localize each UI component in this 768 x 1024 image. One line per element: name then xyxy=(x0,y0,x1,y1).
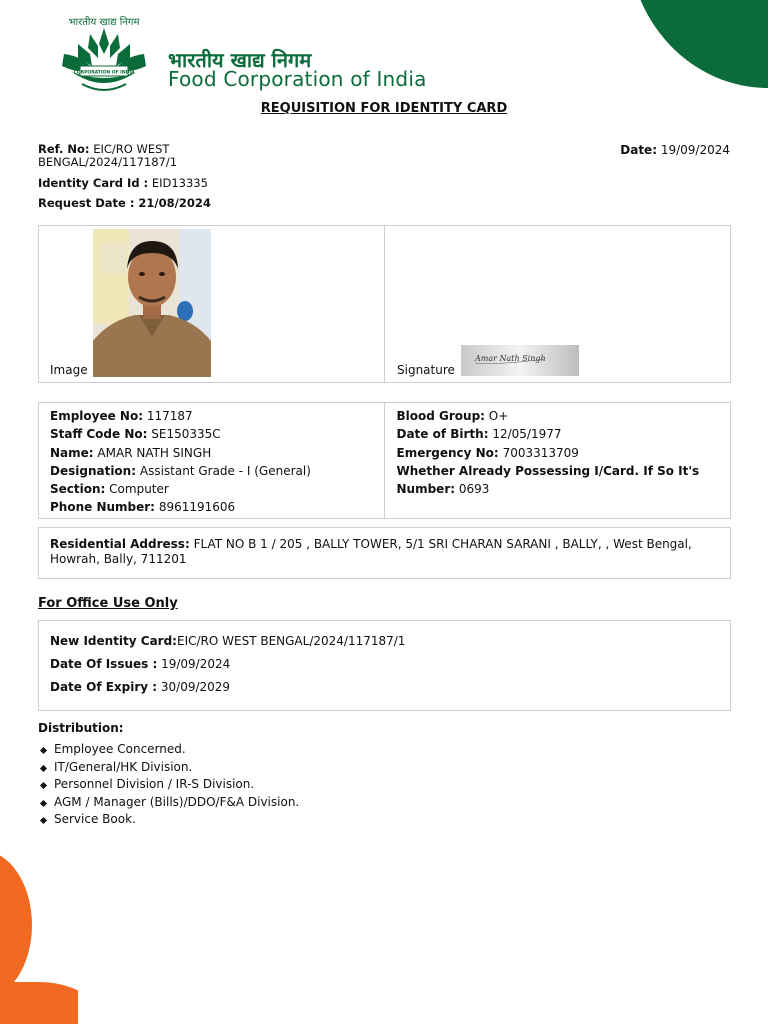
employee-details-box xyxy=(38,402,731,519)
list-item: IT/General/HK Division. xyxy=(38,759,299,777)
logo-ring-text: CORPORATION OF INDIA xyxy=(73,70,135,76)
designation-row: Designation: Assistant Grade - I (General) xyxy=(50,463,311,478)
list-item: AGM / Manager (Bills)/DDO/F&A Division. xyxy=(38,794,299,812)
card-id-value: EID13335 xyxy=(151,176,208,190)
address-value: FLAT NO B 1 / 205 , BALLY TOWER, 5/1 SRI CHARAN SARANI , BALLY, , West Bengal, Howrah, Bally, 711201 xyxy=(50,537,692,566)
dob-row: Date of Birth: 12/05/1977 xyxy=(396,427,562,442)
brand-name-hindi: भारतीय खाद्य निगम xyxy=(168,48,312,72)
phone-row: Phone Number: 8961191606 xyxy=(50,500,236,515)
signature-image xyxy=(461,345,579,376)
address-label: Residential Address: xyxy=(50,537,190,551)
document-date xyxy=(620,143,730,157)
existing-card-question: Whether Already Possessing I/Card. If So It's xyxy=(396,463,700,478)
new-identity-card-row: New Identity Card:EIC/RO WEST BENGAL/2024/117187/1 xyxy=(50,634,406,648)
staff-code-row: Staff Code No: SE150335C xyxy=(50,427,221,442)
date-of-expiry-row: Date Of Expiry : 30/09/2029 xyxy=(50,680,231,694)
office-use-box xyxy=(38,620,731,711)
name-row: Name: AMAR NATH SINGH xyxy=(50,445,212,460)
existing-card-number-row: Number: 0693 xyxy=(396,482,490,497)
residential-address-box xyxy=(38,527,731,579)
emergency-row: Emergency No: 7003313709 xyxy=(396,445,579,460)
date-of-issue-row: Date Of Issues : 19/09/2024 xyxy=(50,657,231,671)
fci-logo xyxy=(52,14,156,96)
distribution-list xyxy=(38,741,299,829)
signature-text: Amar Nath Singh xyxy=(475,354,546,363)
image-label: Image xyxy=(50,363,88,377)
section-row: Section: Computer xyxy=(50,482,169,497)
photo-signature-box xyxy=(38,225,731,383)
ref-value: EIC/RO WEST BENGAL/2024/117187/1 xyxy=(38,142,178,169)
signature-cell xyxy=(384,226,730,382)
list-item: Employee Concerned. xyxy=(38,741,299,759)
corner-decoration-green xyxy=(628,0,768,88)
reference-number xyxy=(38,143,228,169)
photo-cell xyxy=(39,226,384,382)
employee-no-row: Employee No: 117187 xyxy=(50,409,193,423)
distribution-heading: Distribution: xyxy=(38,721,124,735)
corner-decoration-orange xyxy=(0,850,34,990)
blood-group-row: Blood Group: O+ xyxy=(396,409,509,423)
list-item: Personnel Division / IR-S Division. xyxy=(38,776,299,794)
date-value: 19/09/2024 xyxy=(660,143,730,157)
request-date: Request Date : 21/08/2024 xyxy=(38,196,211,210)
employee-photo xyxy=(93,229,211,377)
list-item: Service Book. xyxy=(38,811,299,829)
date-label: Date: xyxy=(620,143,657,157)
signature-label: Signature xyxy=(397,363,455,377)
brand-name-english: Food Corporation of India xyxy=(168,67,427,91)
employee-details-right xyxy=(384,403,731,518)
document-title: REQUISITION FOR IDENTITY CARD xyxy=(260,101,508,116)
corner-decoration-orange-bottom xyxy=(0,982,78,1024)
identity-card-id xyxy=(38,176,208,190)
ref-label: Ref. No: xyxy=(38,142,90,156)
office-use-heading: For Office Use Only xyxy=(38,596,178,611)
logo-hindi-text: भारतीय खाद्य निगम xyxy=(68,17,140,28)
employee-details-left xyxy=(39,403,384,518)
card-id-label: Identity Card Id : xyxy=(38,176,149,190)
